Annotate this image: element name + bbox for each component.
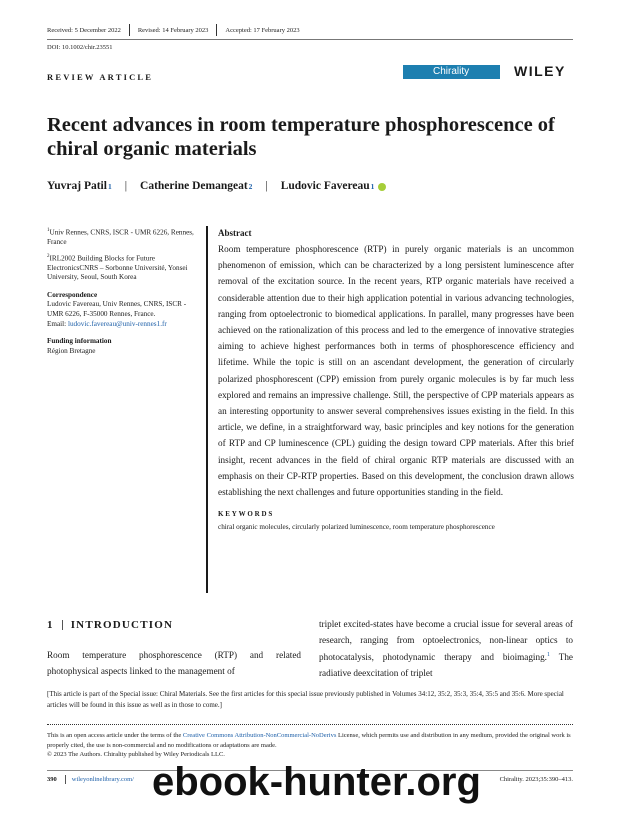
abstract-rule	[206, 226, 208, 593]
citation-info: Chirality. 2023;35:390–413.	[499, 776, 573, 783]
intro-column-2: triplet excited-states have become a crucial issue for several areas of research, ranging from optoelectronics, non-linear optics to photocatalysis, photodynamic therapy and bioimaging.$^1$ The radiative deexcitation of triplet	[319, 619, 573, 678]
page-number: 390	[47, 776, 57, 783]
license-link[interactable]: Creative Commons Attribution-NonCommercial-NoDerivs	[182, 732, 337, 739]
journal-url[interactable]: wileyonlinelibrary.com/	[71, 776, 134, 783]
footer-divider	[65, 775, 66, 784]
doi[interactable]: DOI: 10.1002/chir.23551	[47, 44, 113, 51]
intro-column-1: Room temperature phosphorescence (RTP) and related photophysical aspects linked to the management of	[47, 650, 301, 676]
date-divider	[216, 24, 217, 36]
author-affiliation-ref[interactable]: 1	[107, 181, 112, 191]
abstract-body: Room temperature phosphorescence (RTP) in purely organic materials is an uncommon phenomenon of emission, which can be characterized by a long persistent luminescence after removal of the excitation source. In the recent years, RTP organic materials have received a considerable attention due to their high application potential in various advancing technologies, ranging from optoelectronic to biomedical applications. In parallel, many progresses have been achieved on the rationalization of this process and led to the emergence of innovative strategies aiming to achieve highest performances both in terms of phosphorescence efficiency and lifetime. While the topic is still on an ascendant development, the generation of circularly polarized phosphorescent (CPP) emission from purely organic molecules is by far much less explored and remains an impressive challenge. Still, the perspective of CPP materials appears as an interesting opportunity to answer several comprehensives issues existing in the field. In this article, we define, in a straightforward way, basic principles and key notions for the generation of RTP and CP luminescence (CPL) guiding the design toward CPP materials. After this brief insight, recent advances in the field of chiral organic RTP materials are discussed with an emphasis on their CP-RTP properties. Based on this development, the conclusion drawn allows establishing the next challenges and future opportunities standing in the field.	[218, 244, 574, 498]
section-number: 1	[47, 619, 54, 631]
author-name[interactable]: Yuvraj Patil	[47, 180, 107, 192]
watermark: ebook-hunter.org	[152, 760, 481, 804]
author-list	[47, 180, 386, 192]
header-rule	[47, 39, 573, 40]
article-title: Recent advances in room temperature phosphorescence of chiral organic materials	[47, 114, 555, 160]
funding-text: Région Bretagne	[47, 346, 96, 355]
author-affiliation-ref[interactable]: 1	[370, 181, 375, 191]
email-link[interactable]: ludovic.favereau@univ-rennes1.fr	[67, 319, 167, 328]
author-name[interactable]: Catherine Demangeat	[140, 180, 248, 192]
keywords-heading: KEYWORDS	[218, 510, 275, 519]
citation-ref[interactable]: 1	[546, 652, 550, 658]
publisher-logo: WILEY	[514, 63, 566, 79]
author-name[interactable]: Ludovic Favereau	[280, 180, 370, 192]
date-divider	[129, 24, 130, 36]
journal-badge: Chirality	[403, 65, 500, 79]
correspondence-heading: Correspondence	[47, 290, 98, 299]
author-affiliation-ref[interactable]: 2	[248, 181, 253, 191]
abstract-heading: Abstract	[218, 228, 252, 238]
email-label: Email:	[47, 319, 67, 328]
revised-date: Revised: 14 February 2023	[137, 26, 209, 34]
orcid-icon[interactable]	[378, 183, 386, 191]
copyright: © 2023 The Authors. Chirality published by Wiley Periodicals LLC.	[47, 751, 225, 759]
correspondence-text: Ludovic Favereau, Univ Rennes, CNRS, ISCR - UMR 6226, F-35000 Rennes, France. Email: ludovic.favereau@univ-rennes1.fr	[47, 300, 187, 328]
dotted-rule	[47, 724, 573, 725]
special-issue-note: [This article is part of the Special issue: Chiral Materials. See the first articles for this special issue previously published in Volumes 34:12, 35:2, 35:3, 35:4, 35:5 and 35:6. More special articles will be found in this issue as well as in those to come.]	[47, 690, 564, 709]
article-dates	[47, 24, 300, 36]
affiliation-1: $^1$Univ Rennes, CNRS, ISCR - UMR 6226, Rennes, France	[47, 228, 194, 246]
affiliation-2: $^2$IRL2002 Building Blocks for Future ElectronicsCNRS – Sorbonne Université, Yonsei University, Seoul, South Korea	[47, 253, 188, 282]
section-heading	[47, 619, 173, 631]
author-separator: |	[124, 180, 128, 192]
funding-heading: Funding information	[47, 337, 112, 346]
article-type: REVIEW ARTICLE	[47, 72, 154, 82]
section-title: INTRODUCTION	[70, 619, 174, 631]
license-text: This is an open access article under the terms of the Creative Commons Attribution-NonCommercial-NoDerivs License, which permits use and distribution in any medium, provided the original work is properly cited, the use is non-commercial and no modifications or adaptations are made. © 2023 The Authors. Chirality published by Wiley Periodicals LLC.	[47, 732, 571, 759]
abstract	[218, 228, 574, 532]
article-info-column	[47, 226, 197, 360]
accepted-date: Accepted: 17 February 2023	[225, 26, 300, 34]
author-separator: |	[265, 180, 268, 192]
section-divider	[62, 620, 63, 630]
received-date: Received: 5 December 2022	[47, 26, 121, 34]
keywords: chiral organic molecules, circularly polarized luminescence, room temperature phosphorescence	[218, 523, 495, 532]
